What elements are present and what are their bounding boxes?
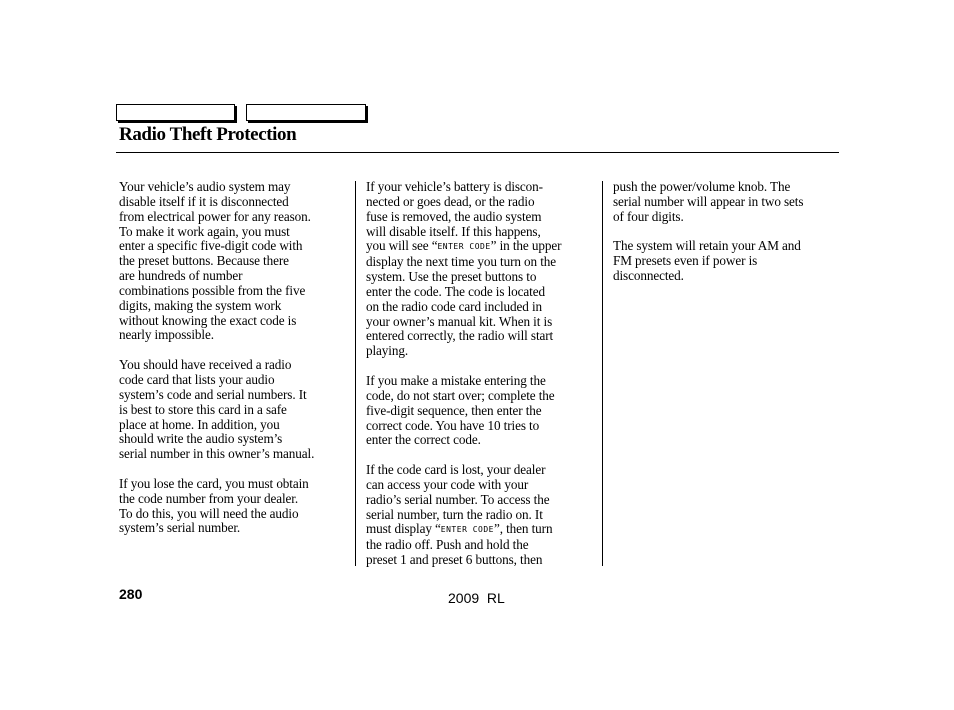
text-line: If you lose the card, you must obtain	[119, 475, 309, 491]
nav-tab-previous[interactable]	[116, 104, 235, 121]
text-line: You should have received a radio	[119, 357, 292, 373]
column-divider	[602, 181, 603, 566]
text-line: system’s code and serial numbers. It	[119, 386, 307, 402]
text-line: place at home. In addition, you	[119, 416, 280, 432]
text-column-1	[119, 180, 351, 551]
text-line: of four digits.	[613, 208, 684, 224]
text-line: disable itself if it is disconnected	[119, 193, 289, 209]
text-line: playing.	[366, 343, 409, 359]
text-line: code card that lists your audio	[119, 371, 275, 387]
text-line: preset 1 and preset 6 buttons, then	[366, 552, 543, 568]
text-column-3	[613, 180, 839, 299]
paragraph	[366, 180, 598, 359]
column-divider	[355, 181, 356, 566]
text-line: without knowing the exact code is	[119, 312, 297, 328]
paragraph	[613, 180, 839, 225]
page-title: Radio Theft Protection	[119, 124, 297, 145]
text-segment: ”, then turn	[493, 521, 553, 537]
display-code-text: ENTER CODE	[440, 525, 494, 535]
text-line	[366, 239, 598, 255]
text-line	[366, 522, 598, 538]
text-line: enter the code. The code is located	[366, 283, 545, 299]
text-line: the code number from your dealer.	[119, 490, 299, 506]
display-code-text: ENTER CODE	[437, 242, 491, 252]
text-line: nected or goes dead, or the radio	[366, 193, 535, 209]
text-line: code, do not start over; complete the	[366, 387, 555, 403]
paragraph	[613, 239, 839, 284]
text-line: can access your code with your	[366, 476, 529, 492]
text-line: disconnected.	[613, 268, 684, 284]
footer-model-label: 2009 RL	[448, 590, 505, 606]
text-line: enter a specific five-digit code with	[119, 238, 303, 254]
paragraph	[366, 374, 598, 448]
page-number: 280	[119, 586, 143, 602]
text-line: digits, making the system work	[119, 297, 282, 313]
text-line: push the power/volume knob. The	[613, 179, 791, 194]
text-line: are hundreds of number	[119, 268, 243, 284]
text-line: combinations possible from the five	[119, 282, 306, 298]
text-line: will disable itself. If this happens,	[366, 223, 541, 239]
text-line: To do this, you will need the audio	[119, 505, 299, 521]
text-line: To make it work again, you must	[119, 223, 290, 239]
text-line: correct code. You have 10 tries to	[366, 417, 540, 433]
text-line: is best to store this card in a safe	[119, 401, 287, 417]
text-line: system’s serial number.	[119, 520, 241, 536]
text-line: fuse is removed, the audio system	[366, 208, 542, 224]
paragraph	[119, 180, 351, 343]
text-line: serial number, turn the radio on. It	[366, 506, 543, 522]
text-line: on the radio code card included in	[366, 298, 543, 314]
title-divider	[116, 152, 839, 153]
text-line: display the next time you turn on the	[366, 254, 557, 270]
text-line: Your vehicle’s audio system may	[119, 179, 291, 194]
text-line: your owner’s manual kit. When it is	[366, 313, 553, 329]
text-line: FM presets even if power is	[613, 253, 758, 269]
text-line: If your vehicle’s battery is discon-	[366, 179, 543, 194]
text-segment: must display “	[366, 521, 441, 537]
text-line: nearly impossible.	[119, 327, 214, 343]
text-segment: you will see “	[366, 238, 438, 254]
text-segment: ” in the upper	[490, 238, 562, 254]
text-line: serial number will appear in two sets	[613, 193, 804, 209]
text-line: radio’s serial number. To access the	[366, 491, 550, 507]
nav-tab-next[interactable]	[246, 104, 366, 121]
paragraph	[119, 358, 351, 462]
paragraph	[119, 477, 351, 536]
text-line: If the code card is lost, your dealer	[366, 462, 546, 478]
text-line: should write the audio system’s	[119, 431, 283, 447]
text-column-2	[366, 180, 598, 583]
text-line: If you make a mistake entering the	[366, 372, 546, 388]
text-line: entered correctly, the radio will start	[366, 328, 554, 344]
text-line: the radio off. Push and hold the	[366, 537, 529, 553]
text-line: from electrical power for any reason.	[119, 208, 311, 224]
paragraph	[366, 463, 598, 568]
text-line: The system will retain your AM and	[613, 238, 801, 254]
text-line: the preset buttons. Because there	[119, 253, 289, 269]
text-line: five-digit sequence, then enter the	[366, 402, 542, 418]
text-line: system. Use the preset buttons to	[366, 269, 537, 285]
text-line: enter the correct code.	[366, 432, 481, 448]
text-line: serial number in this owner’s manual.	[119, 446, 315, 462]
